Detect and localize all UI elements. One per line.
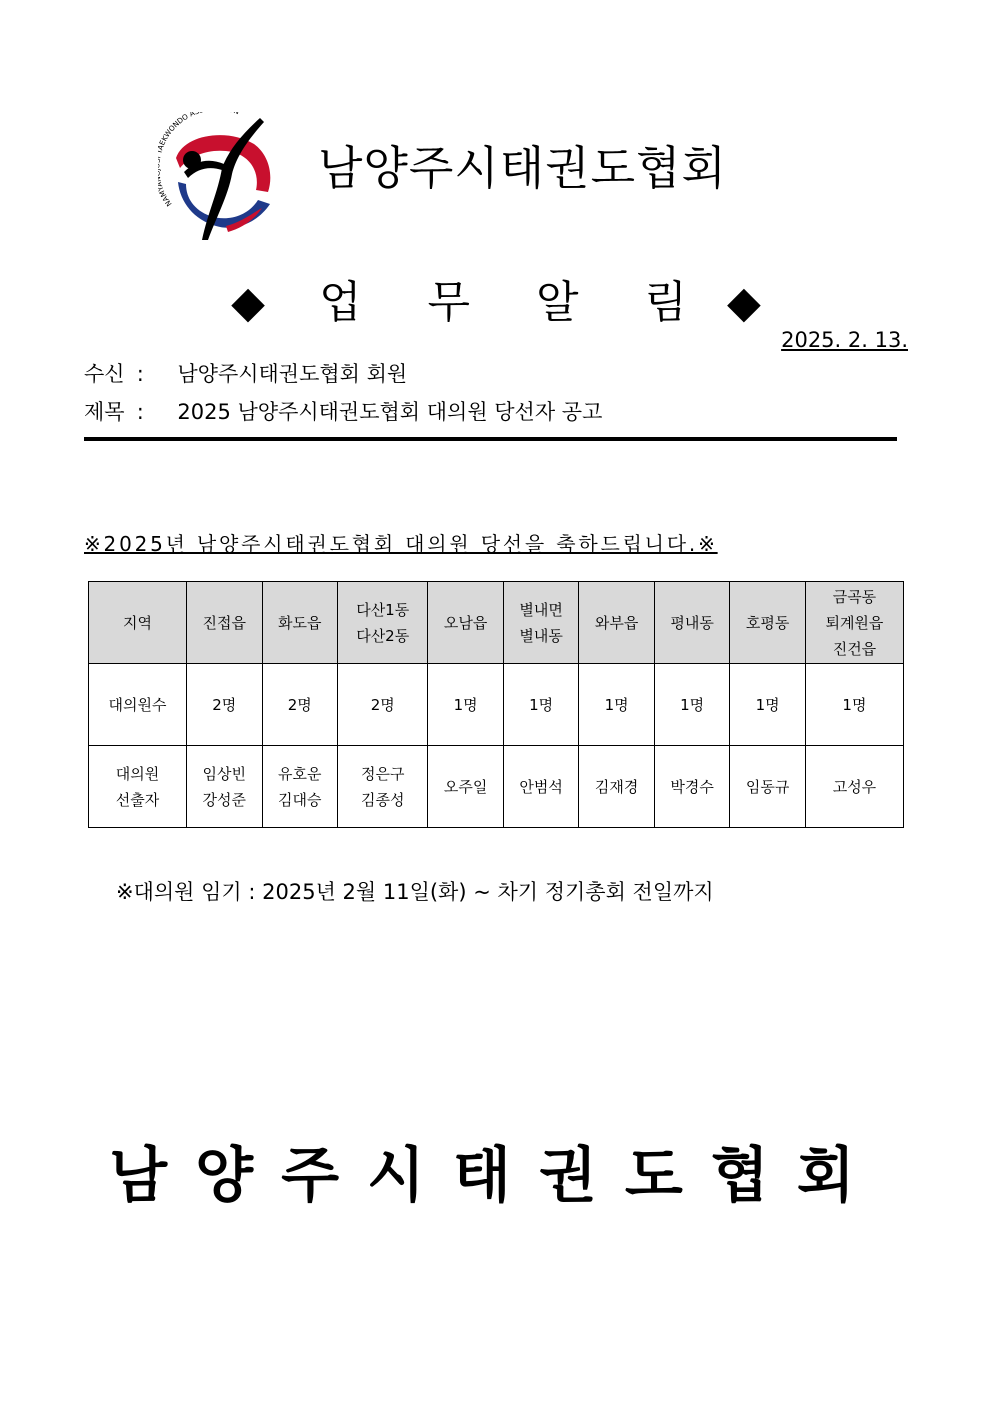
notice-heading-text: 업 무 알 림 <box>319 277 713 328</box>
name-line: 김재경 <box>594 777 639 796</box>
region-cell <box>338 582 428 664</box>
region-cell <box>654 582 730 664</box>
region-line: 호평동 <box>745 613 790 632</box>
recipient-line <box>84 358 407 388</box>
name-line: 안범석 <box>519 777 563 796</box>
count-cell: 2명 <box>187 664 263 746</box>
region-line: 다산1동 <box>356 600 410 619</box>
region-line: 진접읍 <box>202 613 247 632</box>
organization-title: 남양주시태권도협회 <box>318 141 727 195</box>
names-cell <box>579 746 655 828</box>
names-cell <box>730 746 806 828</box>
subject-colon: : <box>136 400 144 424</box>
diamond-left-icon: ◆ <box>231 277 265 328</box>
recipient-value: 남양주시태권도협회 회원 <box>177 362 408 386</box>
names-cell <box>654 746 730 828</box>
association-logo <box>158 112 280 240</box>
recipient-colon: : <box>136 362 144 386</box>
count-cell: 1명 <box>805 664 903 746</box>
notice-date: 2025. 2. 13. <box>781 328 908 352</box>
header-divider <box>84 437 897 441</box>
count-cell: 1명 <box>579 664 655 746</box>
count-cell: 1명 <box>730 664 806 746</box>
names-cell <box>805 746 903 828</box>
region-cell <box>187 582 263 664</box>
taekwondo-emblem-icon <box>158 112 280 240</box>
region-line: 화도읍 <box>278 613 322 632</box>
name-line: 박경수 <box>670 777 714 796</box>
name-line: 김대승 <box>278 790 322 809</box>
logo-ring-text: NAM EKWONDO A <box>158 112 197 209</box>
names-cell <box>428 746 504 828</box>
name-line: 고성우 <box>832 777 877 796</box>
name-line: 임동규 <box>745 777 790 796</box>
region-line: 평내동 <box>670 613 714 632</box>
names-cell <box>262 746 338 828</box>
region-cell <box>805 582 903 664</box>
count-cell: 1명 <box>654 664 730 746</box>
congratulations-line: ※2025년 남양주시태권도협회 대의원 당선을 축하드립니다.※ <box>84 532 718 556</box>
recipient-label: 수신 <box>84 362 125 386</box>
region-line: 다산2동 <box>356 626 410 645</box>
names-cell <box>338 746 428 828</box>
names-label-cell <box>89 746 187 828</box>
count-cell: 1명 <box>428 664 504 746</box>
count-cell: 2명 <box>262 664 338 746</box>
name-line: 유호운 <box>278 764 322 783</box>
names-label-line: 선출자 <box>115 790 160 809</box>
names-label-line: 대의원 <box>115 764 160 783</box>
subject-line <box>84 396 602 426</box>
region-label-cell: 지역 <box>89 582 187 664</box>
name-line: 오주일 <box>443 777 488 796</box>
representatives-table <box>88 581 904 828</box>
term-notice: ※대의원 임기 : 2025년 2월 11일(화) ~ 차기 정기총회 전일까지 <box>116 880 714 904</box>
region-line: 와부읍 <box>594 613 639 632</box>
region-cell <box>428 582 504 664</box>
region-cell <box>730 582 806 664</box>
name-line: 강성준 <box>202 790 247 809</box>
names-cell <box>503 746 579 828</box>
names-row <box>89 746 904 828</box>
count-cell: 1명 <box>503 664 579 746</box>
count-label-cell: 대의원수 <box>89 664 187 746</box>
region-line: 별내동 <box>519 626 563 645</box>
region-cell <box>262 582 338 664</box>
count-row <box>89 664 904 746</box>
region-line: 오남읍 <box>443 613 488 632</box>
name-line: 정은구 <box>360 764 405 783</box>
footer-organization-name <box>0 1128 992 1214</box>
region-cell <box>579 582 655 664</box>
names-cell <box>187 746 263 828</box>
subject-label: 제목 <box>84 400 125 424</box>
notice-heading <box>0 266 992 330</box>
region-line: 퇴계원읍 <box>825 613 884 632</box>
subject-value: 2025 남양주시태권도협회 대의원 당선자 공고 <box>177 400 603 424</box>
region-line: 진건읍 <box>832 639 877 658</box>
footer-text: 남양주시태권도협회 <box>109 1141 883 1211</box>
name-line: 임상빈 <box>202 764 247 783</box>
count-cell: 2명 <box>338 664 428 746</box>
region-row <box>89 582 904 664</box>
diamond-right-icon: ◆ <box>726 277 761 328</box>
region-line: 별내면 <box>519 600 563 619</box>
region-cell <box>503 582 579 664</box>
name-line: 김종성 <box>360 790 405 809</box>
region-line: 금곡동 <box>832 587 877 606</box>
